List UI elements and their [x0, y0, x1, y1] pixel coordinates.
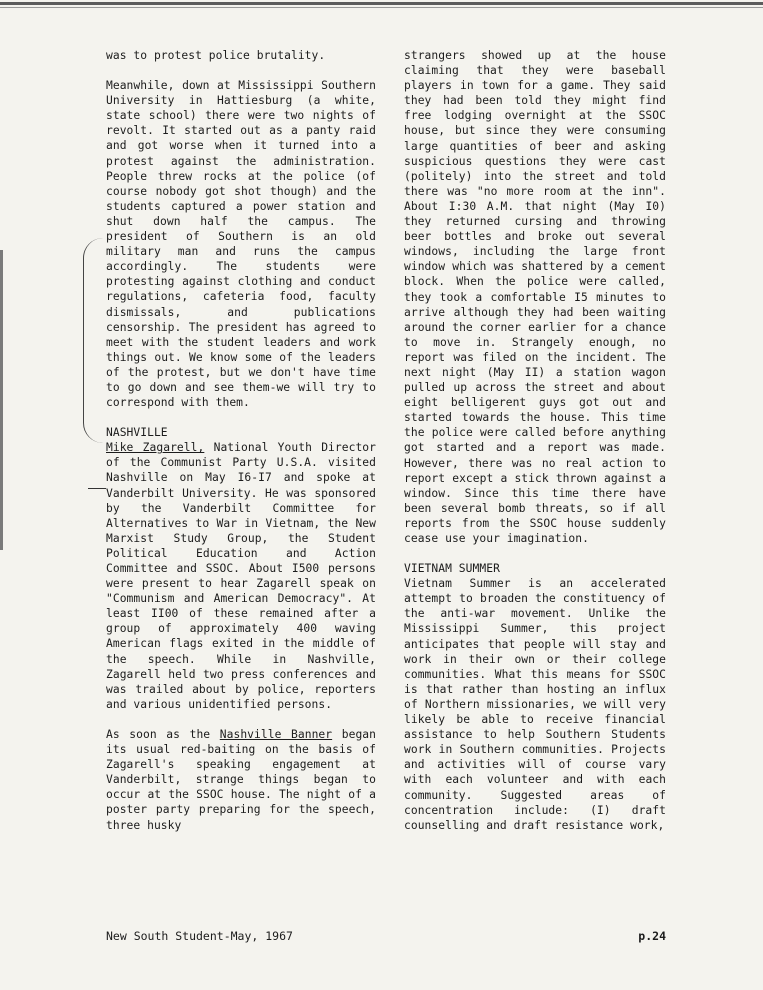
heading-nashville: NASHVILLE: [106, 426, 168, 440]
right-column: [404, 48, 666, 833]
paragraph-banner-text: began its usual red-baiting on the basis of Zagarell's speaking engagement at Vanderbilt, strange things began to occur at the SSOC house. The night of a poster party preparing for the speech, three husky: [106, 727, 376, 832]
paragraph-protest: was to protest police brutality.: [106, 49, 326, 62]
paragraph-strangers: strangers showed up at the house claiming that they were baseball players in town for a game. They said they had been told they might find free lodging overnight at the SSOC house, but since they were consuming large quantities of beer and asking suspicious questions they were cast (politely) into the street and told there was "no more room at the inn". About I:30 A.M. that night (May I0) they returned cursing and throwing beer bottles and broke out several windows, including the large front window which was shattered by a cement block. When the police were called, they took a comfortable I5 minutes to arrive although they had been waiting around the corner earlier for a chance to move in. Strangely enough, no report was filed on the incident. The next night (May II) a station wagon pulled up across the street and about eight belligerent guys got out and started towards the house. This time the police were called before anything got started and a report was made. However, there was no real action to report except a stick thrown against a window. Since this time there have been several bomb threats, so if all reports from the SSOC house suddenly cease use your imagination.: [404, 49, 666, 545]
paragraph-mississippi-southern: Meanwhile, down at Mississippi Southern University in Hattiesburg (a white, state school) there were two nights of revolt. It started out as a panty raid and got worse when it turned into a protest against the administration. People threw rocks at the police (of course nobody got shot though) and the students captured a power station and shut down half the campus. The president of Southern is an old military man and runs the campus accordingly. The students were protesting against clothing and conduct regulations, cafeteria food, faculty dismissals, and publications censorship. The president has agreed to meet with the student leaders and work things out. We know some of the leaders of the protest, but we don't have time to go down and see them-we will try to correspond with them.: [106, 79, 376, 410]
paragraph-zagarell-text: National Youth Director of the Communist Party U.S.A. visited Nashville on May I6-I7 and spoke at Vanderbilt University. He was sponsored by the Vanderbilt Committee for Alternatives to War in Vietnam, the New Marxist Study Group, the Student Political Education and Action Committee and SSOC. About I500 persons were present to hear Zagarell speak on "Communism and American Democracy". At least II00 of these remained after a group of approximately 400 waving American flags exited in the middle of the speech. While in Nashville, Zagarell held two press conferences and was trailed about by police, reporters and various unidentified persons.: [106, 441, 377, 711]
heading-vietnam-summer: VIETNAM SUMMER: [404, 562, 500, 576]
underlined-newspaper-name: Nashville Banner: [219, 727, 333, 741]
handwritten-bracket-mark: [83, 238, 106, 443]
paragraph-nashville-banner: [106, 727, 376, 833]
publication-name: New South Student-May, 1967: [106, 929, 293, 943]
top-border-rule-thin: [0, 7, 763, 8]
handwritten-dash-mark: [88, 488, 106, 489]
paragraph-zagarell: [106, 440, 376, 712]
underlined-name: Mike Zagarell,: [106, 441, 205, 455]
page-number: p.24: [638, 929, 666, 943]
paragraph-banner-lead: As soon as the: [106, 727, 220, 741]
scan-edge-mark: [0, 250, 3, 550]
top-border-rule: [0, 2, 763, 5]
left-column: [106, 48, 376, 833]
page-footer: [106, 929, 666, 943]
paragraph-vietnam-summer: Vietnam Summer is an accelerated attempt to broaden the constituency of the anti-war movement. Unlike the Mississippi Summer, this project anticipates that people will stay and work in their own or their college communities. What this means for SSOC is that rather than hosting an influx of Northern missionaries, we will very likely be able to receive financial assistance to help Southern Students work in Southern communities. Projects and activities will of course vary with each volunteer and with each community. Suggested areas of concentration include: (I) draft counselling and draft resistance work,: [404, 577, 666, 832]
